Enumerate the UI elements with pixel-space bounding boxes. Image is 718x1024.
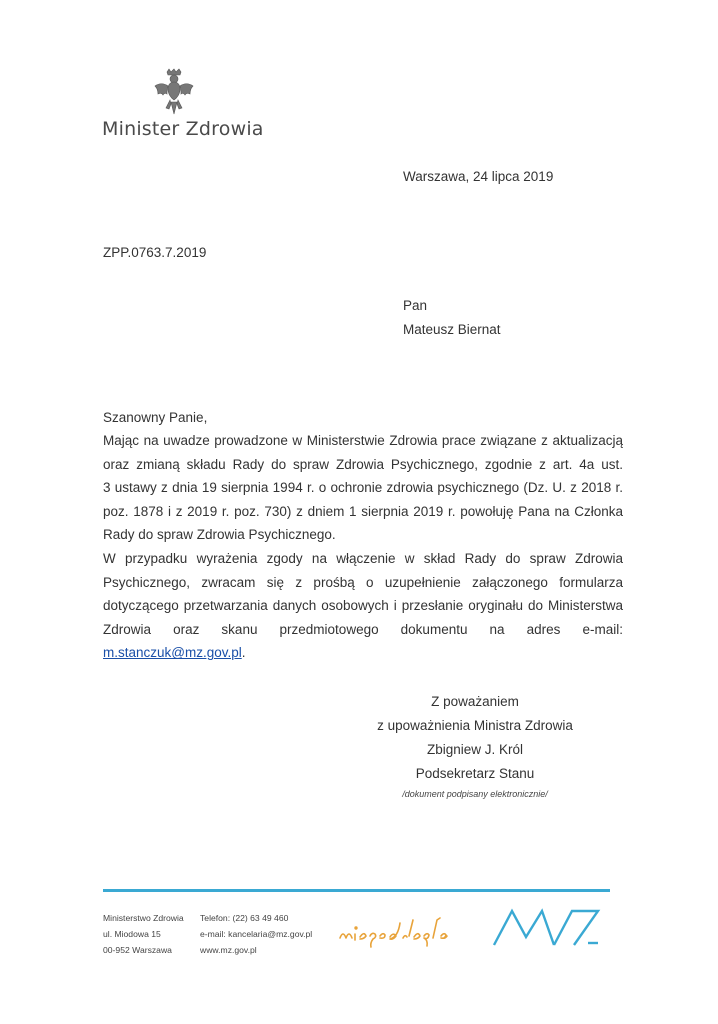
footer-website: www.mz.gov.pl (200, 945, 257, 955)
footer-contact (200, 910, 312, 958)
paragraph-line: dotyczącego przetwarzania danych osobowych i przesłanie oryginału do Ministerstwa (103, 598, 623, 614)
paragraph-1 (103, 429, 623, 547)
footer-email: e-mail: kancelaria@mz.gov.pl (200, 929, 313, 939)
signature-name: Zbigniew J. Król (426, 742, 524, 757)
paragraph-line: Psychicznego, zwracam się z prośbą o uzupełnienie załączonego formularza (103, 574, 623, 590)
paragraph-line: Zdrowia oraz skanu przedmiotowego dokumentu na adres e-mail: (103, 621, 623, 637)
signature-authority: z upoważnienia Ministra Zdrowia (377, 718, 573, 733)
footer-address-line: ul. Miodowa 15 (103, 929, 161, 939)
paragraph-line: W przypadku wyrażenia zgody na włączenie w skład Rady do spraw Zdrowia (103, 551, 623, 566)
email-link[interactable]: m.stanczuk@mz.gov.pl (103, 645, 242, 661)
paragraph-line: oraz zmianą składu Rady do spraw Zdrowia Psychicznego, zgodnie z art. 4a ust. (103, 456, 623, 472)
ministry-title: Minister Zdrowia (102, 118, 264, 140)
footer-address-line: Ministerstwo Zdrowia (103, 913, 184, 923)
signature-note: /dokument podpisany elektronicznie/ (402, 789, 548, 799)
footer-phone: Telefon: (22) 63 49 460 (200, 913, 289, 923)
recipient-salutation: Pan (403, 298, 428, 313)
mz-logo-icon (492, 907, 604, 949)
signature-position: Podsekretarz Stanu (415, 766, 535, 781)
polish-eagle-emblem-icon (153, 68, 195, 118)
niepodlegla-signature-logo (336, 906, 471, 956)
paragraph-line: 3 ustawy z dnia 19 sierpnia 1994 r. o ochronie zdrowia psychicznego (Dz. U. z 2018 r. (103, 480, 623, 496)
signature-closing: Z poważaniem (431, 694, 519, 709)
letter-date: Warszawa, 24 lipca 2019 (403, 169, 554, 184)
footer-address-line: 00-952 Warszawa (103, 945, 172, 955)
greeting: Szanowny Panie, (103, 410, 208, 425)
recipient-name: Mateusz Biernat (403, 322, 501, 337)
footer-divider (103, 889, 610, 892)
reference-number: ZPP.0763.7.2019 (103, 245, 207, 260)
paragraph-line-email (103, 641, 623, 665)
footer-address (103, 910, 184, 958)
paragraph-line: poz. 1878 i z 2019 r. poz. 730) z dniem 1 sierpnia 2019 r. powołuję Pana na Członka (103, 503, 623, 519)
email-suffix: . (241, 645, 246, 661)
paragraph-line: Rady do spraw Zdrowia Psychicznego. (103, 527, 336, 543)
paragraph-line: Mając na uwadze prowadzone w Ministerstwie Zdrowia prace związane z aktualizacją (103, 433, 623, 448)
paragraph-2 (103, 547, 623, 665)
